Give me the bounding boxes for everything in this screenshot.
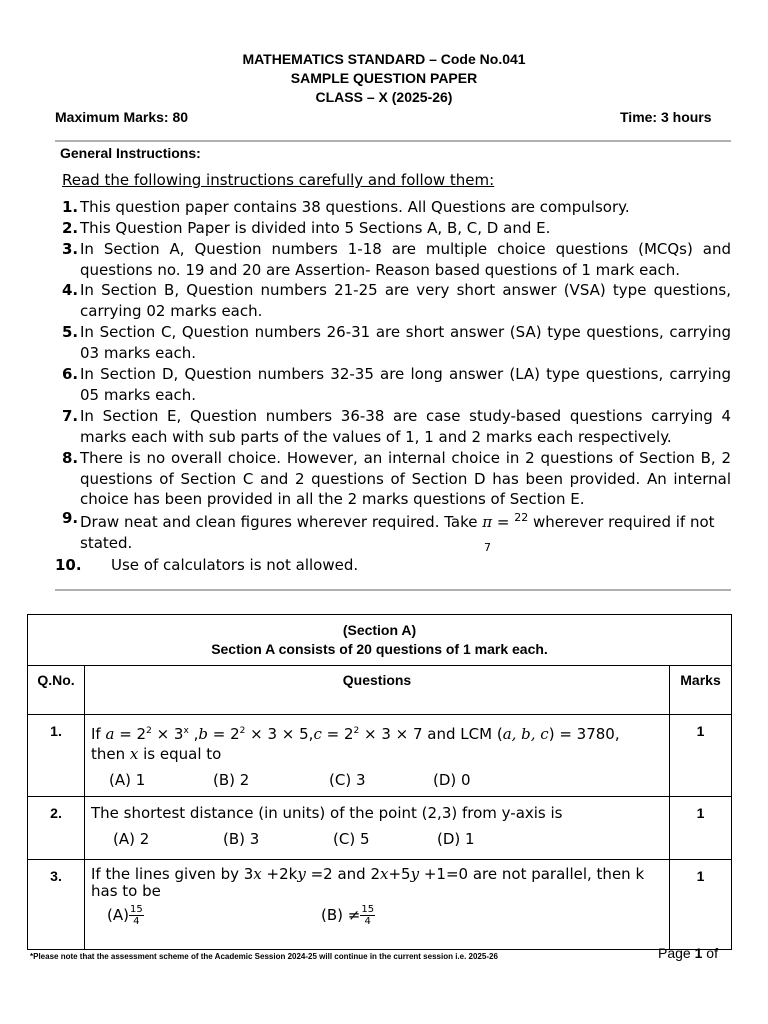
instruction-text: In Section A, Question numbers 1-18 are multiple choice questions (MCQs) and questions no. 19 and 20 are Assertion- Reason based questions of 1 mark each. xyxy=(80,240,731,279)
instruction-text: In Section C, Question numbers 26-31 are short answer (SA) type questions, carrying 03 marks each. xyxy=(80,323,731,362)
question-number: 1. xyxy=(28,715,85,797)
option-b: (B) 3 xyxy=(223,830,260,848)
instruction-text: This Question Paper is divided into 5 Sections A, B, C, D and E. xyxy=(80,219,551,237)
instructions-lead: Read the following instructions carefully and follow them: xyxy=(62,171,495,189)
instruction-text: Use of calculators is not allowed. xyxy=(111,556,359,574)
instruction-number: 5. xyxy=(62,323,79,341)
instructions-title: General Instructions: xyxy=(60,145,201,161)
instruction-text: In Section D, Question numbers 32-35 are long answer (LA) type questions, carrying 05 marks each. xyxy=(80,365,731,404)
option-a: (A) 1 xyxy=(109,771,146,789)
questions-table xyxy=(27,614,732,950)
column-header-qno: Q.No. xyxy=(28,666,85,715)
option-c: (C) 5 xyxy=(333,830,370,848)
fraction-denominator: 7 xyxy=(484,541,491,554)
column-header-marks: Marks xyxy=(670,666,732,715)
time-allowed: Time: 3 hours xyxy=(620,109,712,125)
section-header xyxy=(28,615,732,666)
section-subtitle: Section A consists of 20 questions of 1 mark each. xyxy=(211,641,548,657)
table-row xyxy=(28,860,732,950)
table-row xyxy=(28,715,732,797)
instruction-number: 1. xyxy=(62,198,79,216)
instruction-number: 2. xyxy=(62,219,79,237)
instruction-item xyxy=(62,322,731,363)
section-title: (Section A) xyxy=(342,622,417,638)
question-text: If the lines given by 3x +2ky =2 and 2x+5y +1=0 are not parallel, then k has to be (A) $\frac{15}{4}$ (B) ≠ $\frac{15}{4}$ xyxy=(85,860,670,950)
instruction-number: 3. xyxy=(62,240,79,258)
instruction-number: 10. xyxy=(55,556,82,574)
question-marks: 1 xyxy=(670,797,732,860)
option-d: (D) 1 xyxy=(437,830,475,848)
fraction-numerator: 22 xyxy=(514,511,529,524)
paper-title: MATHEMATICS STANDARD – Code No.041 xyxy=(242,51,526,67)
instruction-item xyxy=(62,508,731,553)
instruction-item xyxy=(62,218,731,239)
question-text: The shortest distance (in units) of the point (2,3) from y-axis is (A) 2 (B) 3 (C) 5 (D) 1 xyxy=(85,797,670,860)
class-line: CLASS – X (2025-26) xyxy=(315,89,453,105)
question-number: 3. xyxy=(28,860,85,950)
question-number: 2. xyxy=(28,797,85,860)
table-row xyxy=(28,797,732,860)
instruction-item xyxy=(62,280,731,321)
divider-bottom xyxy=(55,589,731,591)
instruction-item xyxy=(62,364,731,405)
option-a: (A) 2 xyxy=(113,830,150,848)
option-c: (C) 3 xyxy=(329,771,366,789)
question-marks: 1 xyxy=(670,715,732,797)
instruction-text: Draw neat and clean figures wherever required. Take π = $^{22}$ wherever required if not stated. xyxy=(80,511,715,552)
max-marks: Maximum Marks: 80 xyxy=(55,109,189,125)
instruction-text: In Section B, Question numbers 21-25 are very short answer (VSA) type questions, carrying 02 marks each. xyxy=(80,281,731,320)
answer-options xyxy=(113,829,663,849)
instruction-number: 4. xyxy=(62,281,79,299)
question-marks: 1 xyxy=(670,860,732,950)
column-header-questions: Questions xyxy=(85,666,670,715)
question-text: If $a = 2^2 \times 3^x$ $,b = 2^2 \times 3 \times 5,c = 2^2 \times 3 \times 7$ and LCM (a, b, c) = 3780, then x is equal to (A) 1 (B) 2 (C) 3 (D) 0 xyxy=(85,715,670,797)
instruction-item xyxy=(62,197,731,218)
answer-options xyxy=(109,770,663,790)
option-d: (D) 0 xyxy=(433,771,471,789)
instruction-number: 8. xyxy=(62,449,79,467)
paper-subtitle: SAMPLE QUESTION PAPER xyxy=(290,70,478,86)
footer-note: *Please note that the assessment scheme of the Academic Session 2024-25 will continue in the current session i.e. 2025-26 xyxy=(30,952,498,961)
instruction-number: 7. xyxy=(62,407,79,425)
instruction-number: 9. xyxy=(62,509,79,527)
instruction-text: This question paper contains 38 questions. All Questions are compulsory. xyxy=(80,198,630,216)
answer-options xyxy=(107,904,663,927)
page-number: Page 1 of xyxy=(658,945,718,961)
instruction-number: 6. xyxy=(62,365,79,383)
instruction-item xyxy=(62,239,731,280)
option-b: (B) 2 xyxy=(213,771,250,789)
divider-top xyxy=(55,140,731,142)
instruction-text: There is no overall choice. However, an internal choice in 2 questions of Section B, 2 questions of Section C and 2 questions of Section D has been provided. An internal choice has been provided in all the 2 marks questions of Section E. xyxy=(80,449,731,508)
pi-symbol: π xyxy=(482,513,493,531)
instruction-text: In Section E, Question numbers 36-38 are case study-based questions carrying 4 marks each with sub parts of the values of 1, 1 and 2 marks each respectively. xyxy=(80,407,731,446)
instruction-item xyxy=(62,448,731,510)
option-a: (A) $\frac{15}{4}$ xyxy=(107,904,143,927)
option-b: (B) ≠ $\frac{15}{4}$ xyxy=(321,904,375,927)
instruction-item xyxy=(62,406,731,447)
instruction-item xyxy=(55,556,359,574)
